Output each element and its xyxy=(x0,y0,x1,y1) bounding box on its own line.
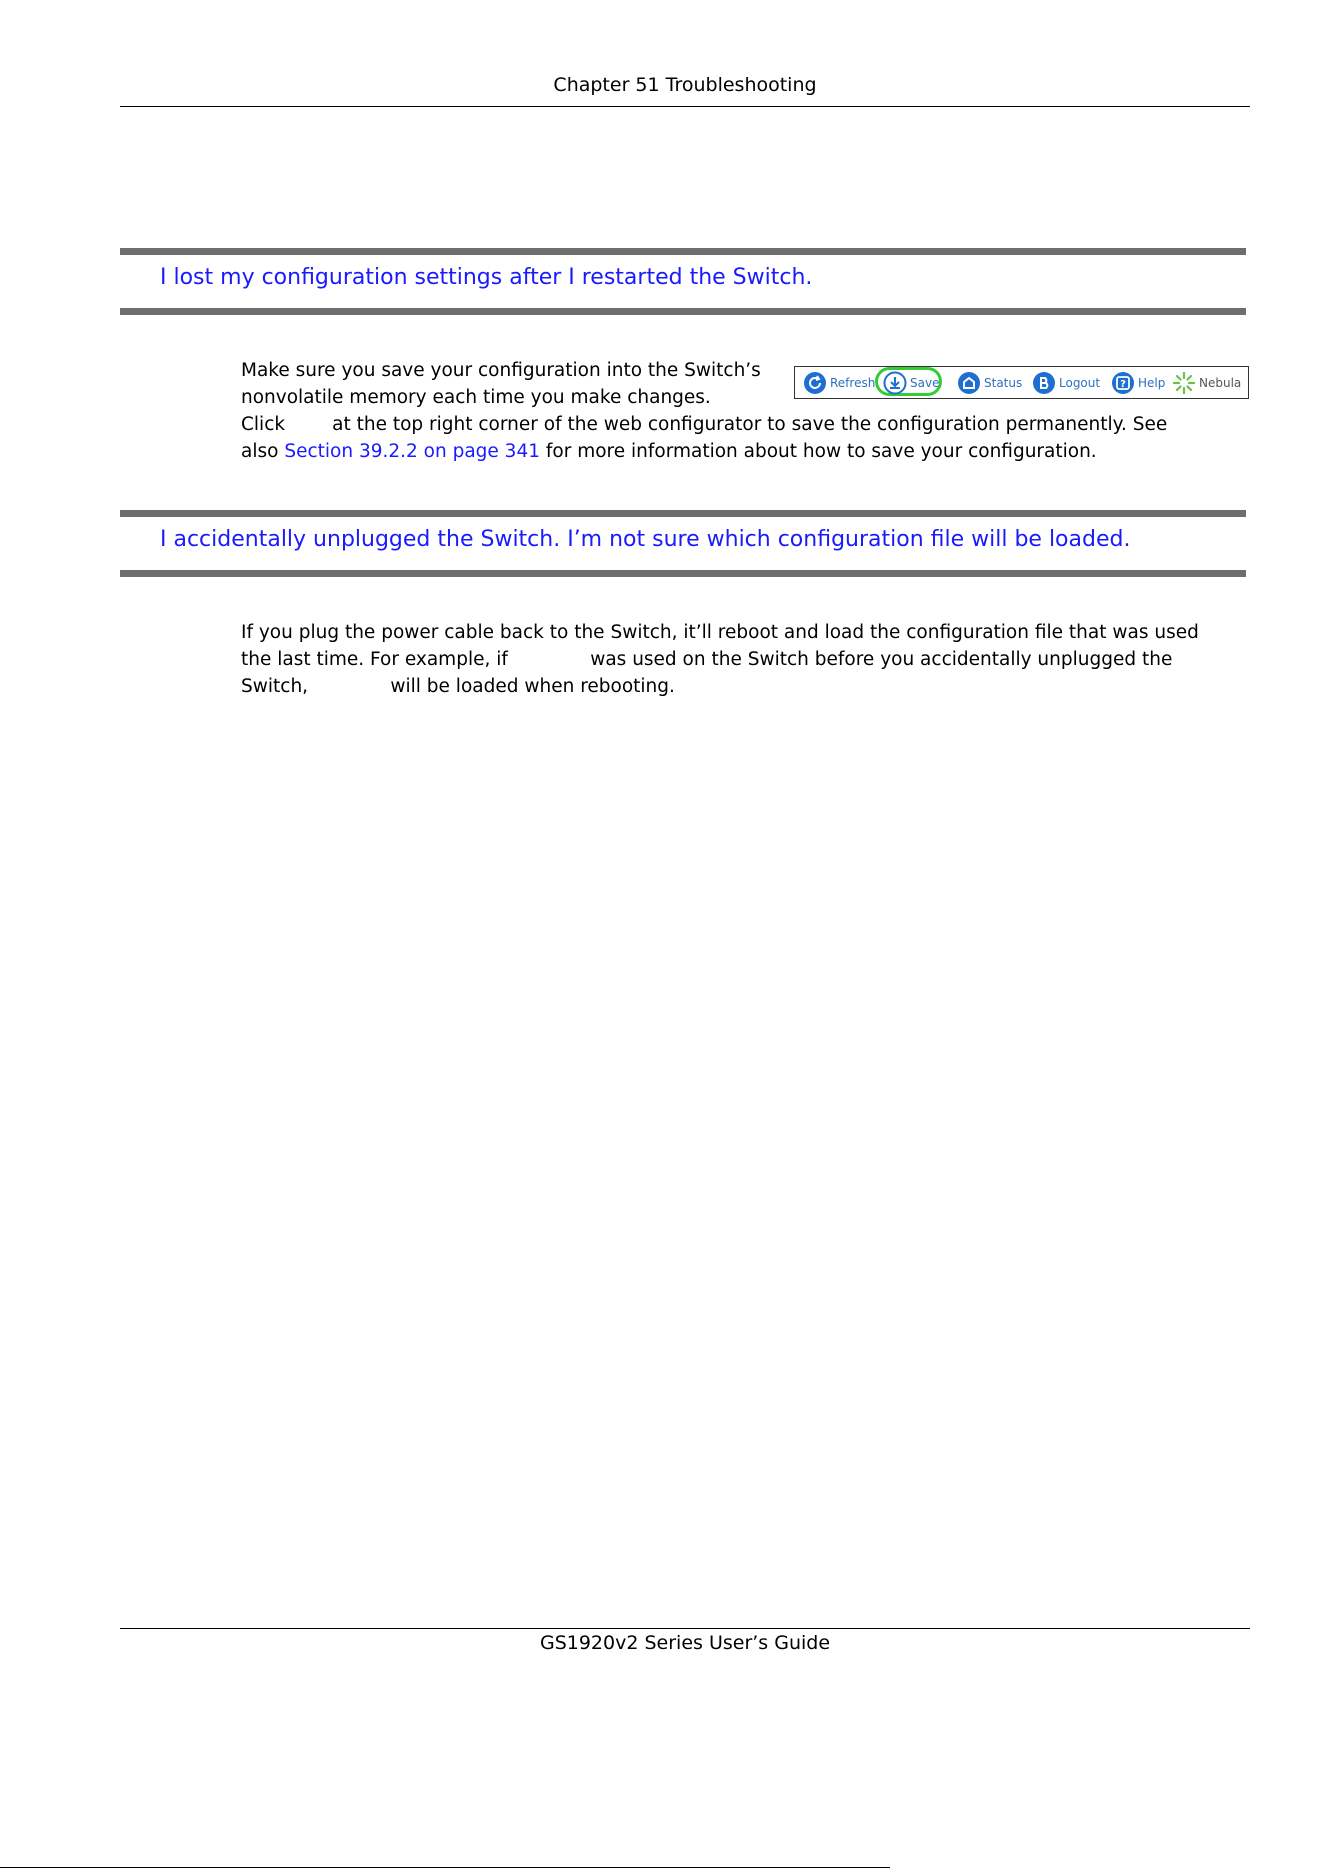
toolbar-status[interactable] xyxy=(957,371,1022,395)
section-1-question: I lost my configuration settings after I restarted the Switch. xyxy=(160,265,813,290)
toolbar-status-label: Status xyxy=(984,376,1023,390)
logout-icon xyxy=(1032,371,1056,395)
section-1-line-3: Click at the top right corner of the web configurator to save the configuration permanently. See xyxy=(241,414,1168,435)
help-icon xyxy=(1111,371,1135,395)
section-2-line-2: the last time. For example, if was used on the Switch before you accidentally unplugged the xyxy=(241,649,1173,670)
section-2-question: I accidentally unplugged the Switch. I’m not sure which configuration file will be loaded. xyxy=(160,527,1131,552)
line-suffix: for more information about how to save your configuration. xyxy=(540,441,1097,462)
section-2-top-bar xyxy=(120,510,1246,517)
page-footer-title: GS1920v2 Series User’s Guide xyxy=(539,1632,831,1654)
line-prefix: also xyxy=(241,441,285,462)
toolbar-logout[interactable] xyxy=(1032,371,1100,395)
toolbar-help[interactable] xyxy=(1111,371,1165,395)
header-divider xyxy=(120,106,1250,107)
toolbar-help-label: Help xyxy=(1138,376,1166,390)
section-1-line-1: Make sure you save your configuration into the Switch’s xyxy=(241,360,761,381)
toolbar-logout-label: Logout xyxy=(1059,376,1101,390)
toolbar-refresh-label: Refresh xyxy=(830,376,876,390)
web-configurator-toolbar xyxy=(794,366,1249,399)
section-1-line-4 xyxy=(241,438,1097,465)
toolbar-save-label: Save xyxy=(910,376,940,390)
section-1-bottom-bar xyxy=(120,308,1246,315)
section-2-line-1: If you plug the power cable back to the Switch, it’ll reboot and load the configuration file that was used xyxy=(241,622,1199,643)
status-icon xyxy=(957,371,981,395)
page-header-title: Chapter 51 Troubleshooting xyxy=(553,74,817,96)
section-2-line-3: Switch, will be loaded when rebooting. xyxy=(241,676,675,697)
section-1-top-bar xyxy=(120,248,1246,255)
save-icon xyxy=(883,371,907,395)
toolbar-nebula[interactable] xyxy=(1172,371,1241,395)
bottom-edge-rule xyxy=(0,1867,890,1868)
refresh-icon xyxy=(803,371,827,395)
toolbar-refresh[interactable] xyxy=(803,371,875,395)
section-link[interactable]: Section 39.2.2 on page 341 xyxy=(284,441,540,462)
toolbar-nebula-label: Nebula xyxy=(1199,376,1242,390)
toolbar-save[interactable] xyxy=(883,371,939,395)
section-2-bottom-bar xyxy=(120,570,1246,577)
section-1-line-2: nonvolatile memory each time you make changes. xyxy=(241,387,711,408)
svg-text:?: ? xyxy=(1120,379,1126,390)
footer-divider xyxy=(120,1628,1250,1629)
nebula-icon xyxy=(1172,371,1196,395)
